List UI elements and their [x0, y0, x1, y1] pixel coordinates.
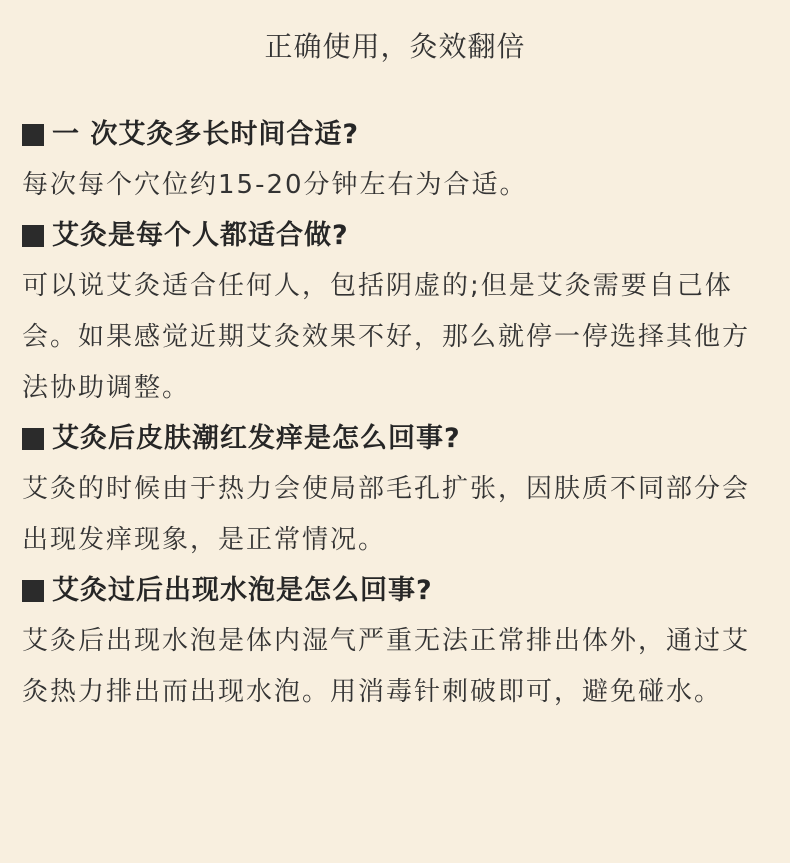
faq-question	[22, 566, 768, 616]
faq-question	[22, 211, 768, 261]
faq-question	[22, 414, 768, 464]
faq-item-suitability	[22, 211, 768, 414]
faq-question	[22, 110, 768, 160]
faq-answer: 艾灸后出现水泡是体内湿气严重无法正常排出体外，通过艾灸热力排出而出现水泡。用消毒针刺破即可，避免碰水。	[22, 626, 751, 707]
faq-answer: 每次每个穴位约15-20分钟左右为合适。	[22, 170, 528, 200]
faq-question-text: 艾灸过后出现水泡是怎么回事?	[52, 575, 433, 606]
faq-item-duration	[22, 110, 768, 211]
faq-answer: 可以说艾灸适合任何人，包括阴虚的;但是艾灸需要自己体会。如果感觉近期艾灸效果不好，那么就停一停选择其他方法协助调整。	[22, 271, 751, 403]
faq-question-text: 艾灸后皮肤潮红发痒是怎么回事?	[52, 423, 461, 454]
faq-answer: 艾灸的时候由于热力会使局部毛孔扩张，因肤质不同部分会出现发痒现象，是正常情况。	[22, 474, 751, 555]
square-bullet-icon	[22, 580, 44, 602]
faq-item-blisters	[22, 566, 768, 718]
page-title: 正确使用，灸效翻倍	[264, 30, 526, 63]
faq-question-text: 一 次艾灸多长时间合适?	[52, 119, 360, 150]
square-bullet-icon	[22, 225, 44, 247]
square-bullet-icon	[22, 428, 44, 450]
faq-item-itching	[22, 414, 768, 566]
square-bullet-icon	[22, 124, 44, 146]
faq-question-text: 艾灸是每个人都适合做?	[52, 220, 349, 251]
